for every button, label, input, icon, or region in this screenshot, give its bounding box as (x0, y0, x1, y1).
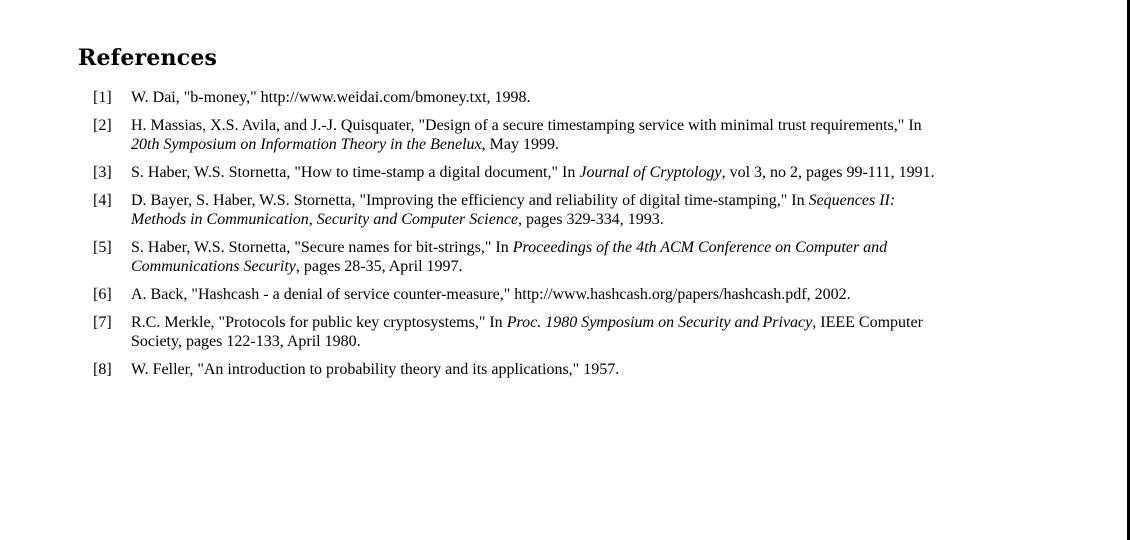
reference-item-6 (93, 285, 953, 304)
reference-text-main: D. Bayer, S. Haber, W.S. Stornetta, "Improving the efficiency and reliability of digital time-stamping," In (131, 192, 809, 209)
references-heading: References (78, 45, 218, 71)
reference-list (93, 88, 953, 388)
reference-item-7 (93, 313, 953, 351)
reference-venue: 20th Symposium on Information Theory in the Benelux (131, 136, 482, 153)
reference-venue: Sequences II: Methods in Communication, Security and Computer Science (131, 192, 896, 228)
reference-text-main: S. Haber, W.S. Stornetta, "How to time-stamp a digital document," In (131, 164, 580, 181)
reference-number: [5] (93, 239, 112, 256)
reference-number: [2] (93, 117, 112, 134)
reference-venue: Proceedings of the 4th ACM Conference on Computer and Communications Security (131, 239, 888, 275)
reference-text-main: S. Haber, W.S. Stornetta, "Secure names for bit-strings," In (131, 239, 513, 256)
reference-text (131, 313, 953, 351)
reference-text (131, 238, 953, 276)
reference-number: [3] (93, 164, 112, 181)
reference-item-2 (93, 116, 953, 154)
reference-text-tail: , vol 3, no 2, pages 99-111, 1991. (721, 164, 935, 181)
reference-venue: Proc. 1980 Symposium on Security and Privacy (506, 314, 813, 331)
reference-item-3 (93, 163, 953, 182)
reference-text-main: W. Feller, "An introduction to probability theory and its applications," 1957. (131, 361, 620, 378)
reference-item-1 (93, 88, 953, 107)
reference-number: [8] (93, 361, 112, 378)
reference-text (131, 191, 953, 229)
reference-text-tail: , pages 28-35, April 1997. (295, 258, 463, 275)
reference-venue: Journal of Cryptology (579, 164, 722, 181)
reference-text (131, 285, 953, 304)
reference-number: [4] (93, 192, 112, 209)
reference-text (131, 88, 953, 107)
reference-text-tail: , May 1999. (481, 136, 559, 153)
reference-text (131, 163, 953, 182)
reference-text (131, 360, 953, 379)
reference-text-tail: , pages 329-334, 1993. (518, 211, 664, 228)
reference-text-main: A. Back, "Hashcash - a denial of service counter-measure," http://www.hashcash.org/papers/hashcash.pdf, 2002. (131, 286, 851, 303)
reference-item-8 (93, 360, 953, 379)
reference-text-tail: , IEEE Computer Society, pages 122-133, April 1980. (131, 314, 923, 350)
reference-text-main: H. Massias, X.S. Avila, and J.-J. Quisquater, "Design of a secure timestamping service with minimal trust requirements," In (131, 117, 922, 134)
reference-item-4 (93, 191, 953, 229)
reference-number: [7] (93, 314, 112, 331)
reference-text-main: W. Dai, "b-money," http://www.weidai.com/bmoney.txt, 1998. (131, 89, 531, 106)
reference-text (131, 116, 953, 154)
reference-number: [6] (93, 286, 112, 303)
reference-item-5 (93, 238, 953, 276)
reference-text-main: R.C. Merkle, "Protocols for public key cryptosystems," In (131, 314, 507, 331)
reference-number: [1] (93, 89, 112, 106)
